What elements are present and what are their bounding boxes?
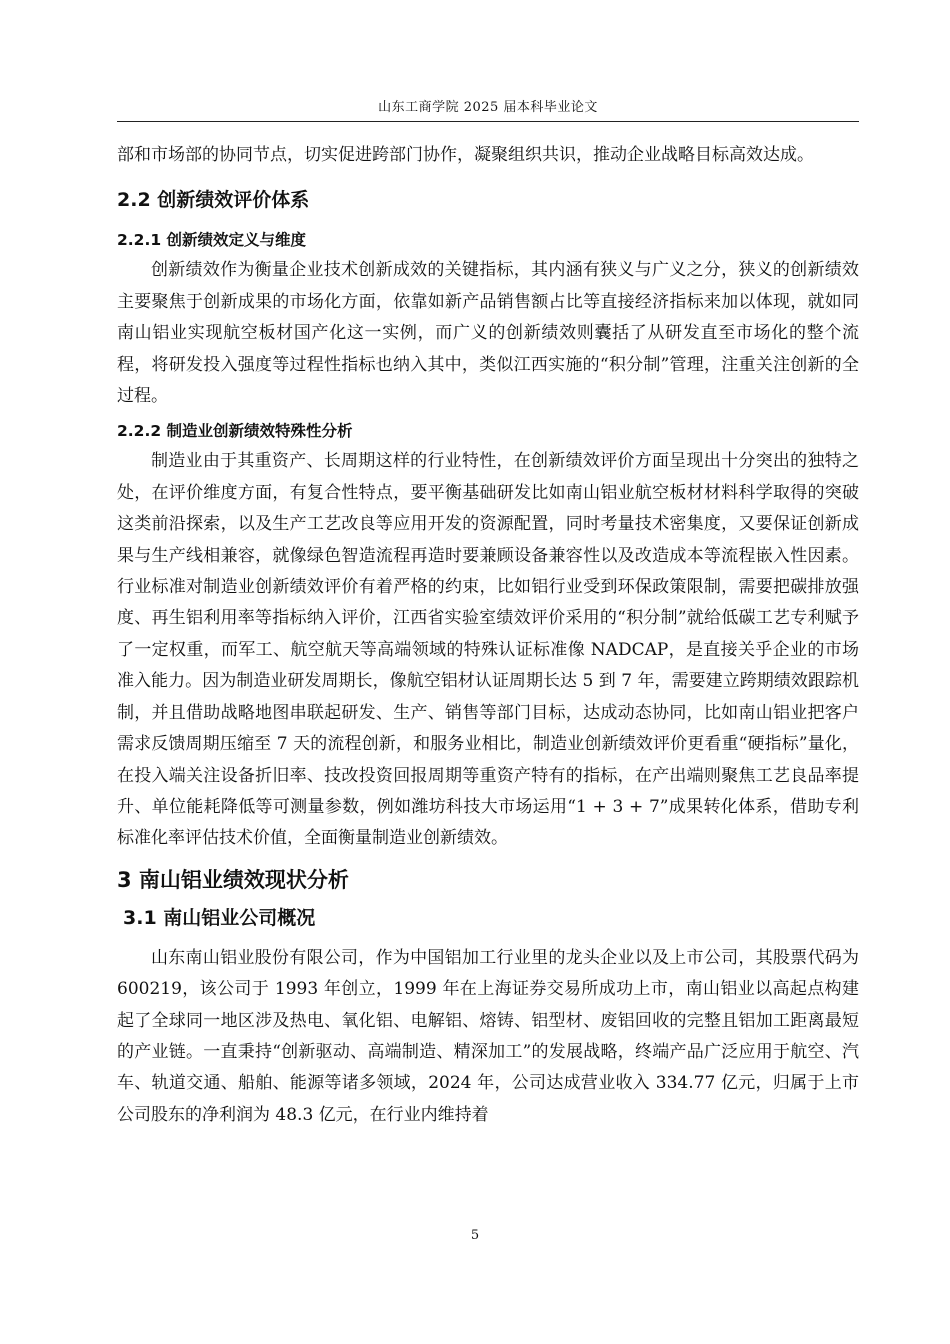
section-heading-2-2-1: 2.2.1 创新绩效定义与维度 bbox=[117, 231, 307, 250]
intro-paragraph: 部和市场部的协同节点，切实促进跨部门协作，凝聚组织共识，推动企业战略目标高效达成。 bbox=[117, 145, 814, 165]
document-body bbox=[117, 140, 859, 1131]
page-number: 5 bbox=[470, 1228, 480, 1243]
header-title: 山东工商学院 2025 届本科毕业论文 bbox=[378, 100, 598, 115]
section-heading-2-2: 2.2 创新绩效评价体系 bbox=[117, 189, 310, 212]
section-heading-2-2-2: 2.2.2 制造业创新绩效特殊性分析 bbox=[117, 422, 353, 441]
page-header bbox=[117, 95, 859, 122]
paragraph-2-2-1: 创新绩效作为衡量企业技术创新成效的关键指标，其内涵有狭义与广义之分，狭义的创新绩效主要聚焦于创新成果的市场化方面，依靠如新产品销售额占比等直接经济指标来加以体现，就如同南山铝业实现航空板材国产化这一实例，而广义的创新绩效则囊括了从研发直至市场化的整个流程，将研发投入强度等过程性指标也纳入其中，类似江西实施的“积分制”管理，注重关注创新的全过程。 bbox=[117, 260, 859, 407]
paragraph-2-2-2: 制造业由于其重资产、长周期这样的行业特性，在创新绩效评价方面呈现出十分突出的独特之处，在评价维度方面，有复合性特点，要平衡基础研发比如南山铝业航空板材材料科学取得的突破这类前沿探索，以及生产工艺改良等应用开发的资源配置，同时考量技术密集度，又要保证创新成果与生产线相兼容，就像绿色智造流程再造时要兼顾设备兼容性以及改造成本等流程嵌入性因素。行业标准对制造业创新绩效评价有着严格的约束，比如铝行业受到环保政策限制，需要把碳排放强度、再生铝利用率等指标纳入评价，江西省实验室绩效评价采用的“积分制”就给低碳工艺专利赋予了一定权重，而军工、航空航天等高端领域的特殊认证标准像 NADCAP，是直接关乎企业的市场准入能力。因为制造业研发周期长，像航空铝材认证周期长达 5 到 7 年，需要建立跨期绩效跟踪机制，并且借助战略地图串联起研发、生产、销售等部门目标，达成动态协同，比如南山铝业把客户需求反馈周期压缩至 7 天的流程创新，和服务业相比，制造业创新绩效评价更看重“硬指标”量化，在投入端关注设备折旧率、技改投资回报周期等重资产特有的指标，在产出端则聚焦工艺良品率提升、单位能耗降低等可测量参数，例如潍坊科技大市场运用“1 + 3 + 7”成果转化体系，借助专利标准化率评估技术价值，全面衡量制造业创新绩效。 bbox=[117, 451, 859, 849]
paragraph-3-1: 山东南山铝业股份有限公司，作为中国铝加工行业里的龙头企业以及上市公司，其股票代码为 600219，该公司于 1993 年创立，1999 年在上海证券交易所成功上市，南山铝业以高起点构建起了全球同一地区涉及热电、氧化铝、电解铝、熔铸、铝型材、废铝回收的完整且铝加工距离最短的产业链。一直秉持“创新驱动、高端制造、精深加工”的发展战略，终端产品广泛应用于航空、汽车、轨道交通、船舶、能源等诸多领域，2024 年，公司达成营业收入 334.77 亿元，归属于上市公司股东的净利润为 48.3 亿元，在行业内维持着 bbox=[117, 947, 859, 1125]
section-heading-3-1: 3.1 南山铝业公司概况 bbox=[123, 906, 316, 929]
chapter-heading-3: 3 南山铝业绩效现状分析 bbox=[117, 867, 349, 892]
